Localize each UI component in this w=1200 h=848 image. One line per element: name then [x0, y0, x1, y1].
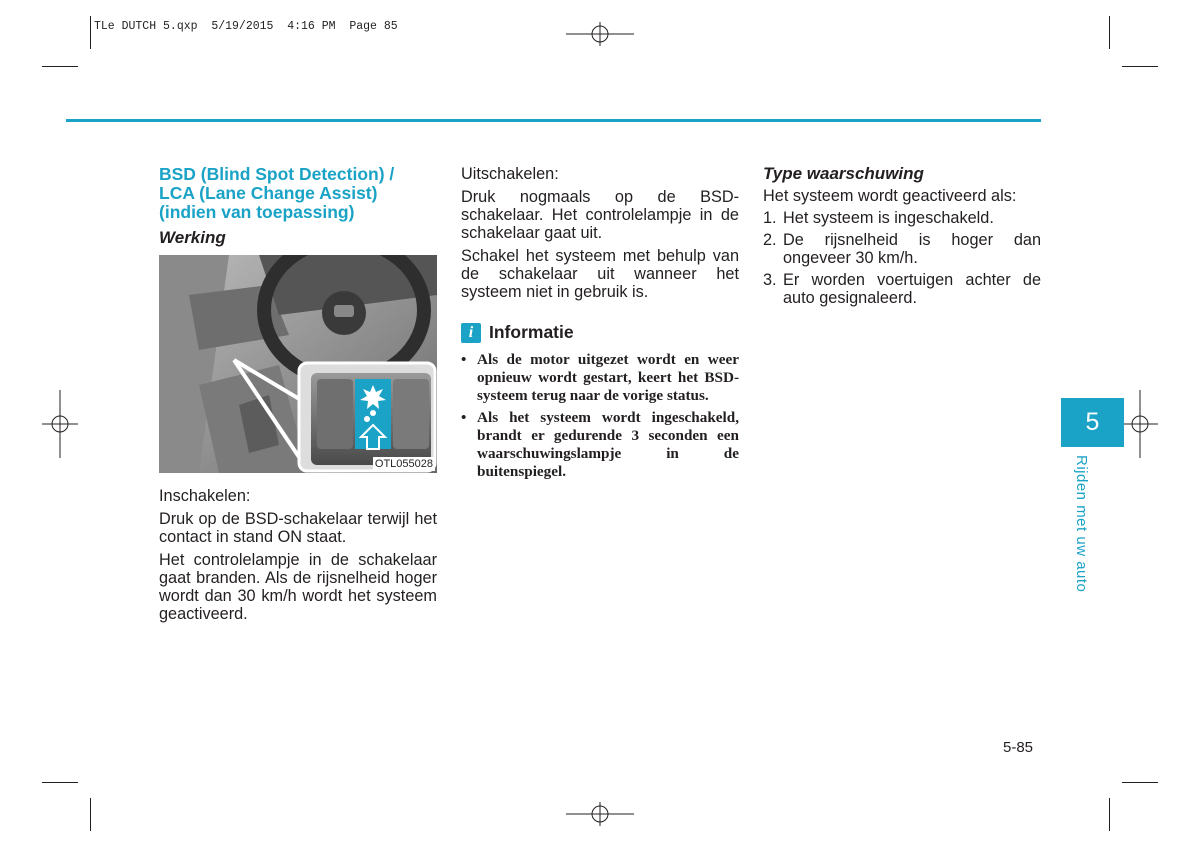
- dashboard-illustration: [159, 255, 437, 473]
- paragraph: Druk nogmaals op de BSD-schakelaar. Het controlelampje in de schakelaar gaat uit.: [461, 188, 739, 242]
- condition-list: [763, 209, 1041, 307]
- crop-mark: [1122, 66, 1158, 67]
- paragraph: Het systeem wordt geactiveerd als:: [763, 187, 1017, 205]
- figure-bsd-switch: [159, 255, 437, 473]
- page-number: 5-85: [1003, 739, 1034, 756]
- left-column: [159, 165, 437, 247]
- crop-mark: [1109, 798, 1110, 831]
- left-column-body: [159, 487, 437, 623]
- crop-mark: [1109, 16, 1110, 49]
- crop-mark: [42, 66, 78, 67]
- list-text: Het systeem is ingeschakeld.: [783, 209, 994, 227]
- list-number: 3.: [763, 271, 777, 289]
- list-number: 1.: [763, 209, 777, 227]
- paragraph: Druk op de BSD-schakelaar terwijl het contact in stand ON staat.: [159, 510, 437, 546]
- info-title: Informatie: [489, 322, 574, 342]
- section-title: [159, 165, 437, 222]
- subheading-type-waarschuwing: Type waarschuwing: [763, 164, 924, 183]
- registration-mark-icon: [42, 390, 78, 458]
- section-title-line: LCA (Lane Change Assist): [159, 183, 378, 203]
- crop-mark: [90, 798, 91, 831]
- info-bullets: [461, 351, 739, 481]
- info-icon: i: [461, 323, 481, 343]
- list-item: [763, 271, 1041, 307]
- header-rule: [66, 119, 1041, 122]
- print-slug: TLe DUTCH 5.qxp 5/19/2015 4:16 PM Page 85: [94, 20, 398, 33]
- list-text: De rijsnelheid is hoger dan ongeveer 30 km/h.: [783, 231, 1041, 267]
- crop-mark: [1122, 782, 1158, 783]
- paragraph: Het controlelampje in de schakelaar gaat branden. Als de rijsnelheid hoger wordt dan 30 km/h wordt het systeem geactiveerd.: [159, 551, 437, 623]
- registration-mark-icon: [1122, 390, 1158, 458]
- info-box: [461, 323, 739, 481]
- section-title-line: BSD (Blind Spot Detection) /: [159, 164, 395, 184]
- registration-mark-icon: [566, 22, 634, 46]
- chapter-tab: 5: [1061, 398, 1124, 447]
- label-uitschakelen: Uitschakelen:: [461, 165, 559, 183]
- label-inschakelen: Inschakelen:: [159, 487, 251, 505]
- right-column: [763, 165, 1041, 311]
- list-item: • Als de motor uitgezet wordt en weer opnieuw wordt gestart, keert het BSD-systeem terug naar de vorige status.: [461, 351, 739, 405]
- list-text: Er worden voertuigen achter de auto gesignaleerd.: [783, 271, 1041, 307]
- crop-mark: [42, 782, 78, 783]
- section-title-line: (indien van toepassing): [159, 202, 355, 222]
- list-item: • Als het systeem wordt ingeschakeld, brandt er gedurende 3 seconden een waarschuwingslampje in de buitenspiegel.: [461, 409, 739, 481]
- registration-mark-icon: [566, 802, 634, 826]
- crop-mark: [90, 16, 91, 49]
- list-item: [763, 209, 1041, 227]
- list-number: 2.: [763, 231, 777, 249]
- subheading-werking: Werking: [159, 228, 226, 247]
- paragraph: Schakel het systeem met behulp van de schakelaar uit wanneer het systeem niet in gebruik is.: [461, 247, 739, 301]
- info-heading: [461, 323, 739, 343]
- list-item: [763, 231, 1041, 267]
- middle-column: [461, 165, 739, 485]
- figure-code: OTL055028: [374, 458, 433, 470]
- chapter-label: Rijden met uw auto: [1073, 455, 1090, 593]
